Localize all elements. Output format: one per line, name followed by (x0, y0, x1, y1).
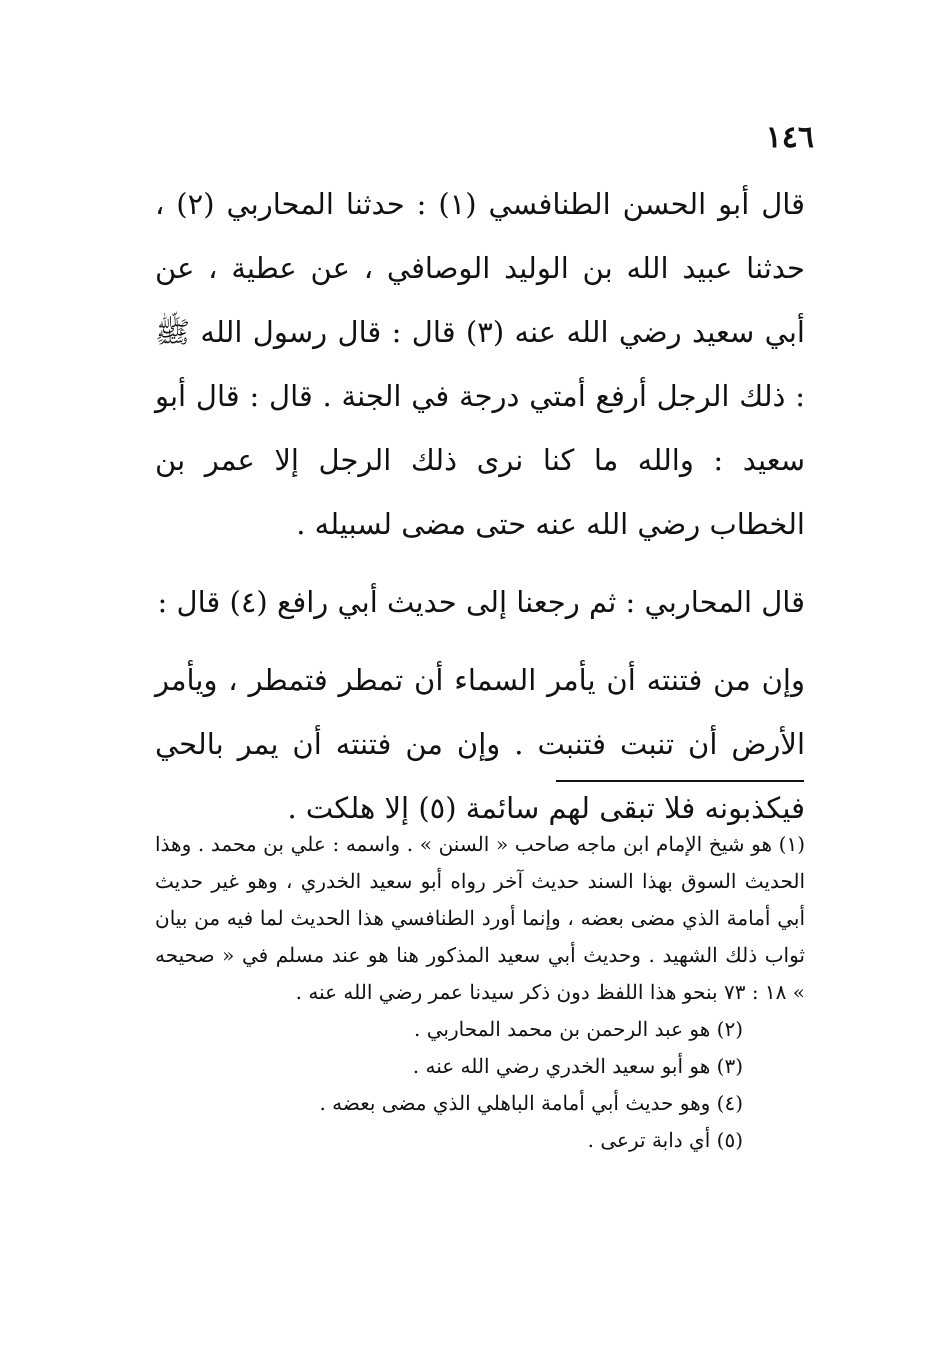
footnote-1: (١) هو شيخ الإمام ابن ماجه صاحب « السنن » . واسمه : علي بن محمد . وهذا الحديث السوق بهذا السند حديث آخر رواه أبو سعيد الخدري ، وهو غير حديث أبي أمامة الذي مضى بعضه ، وإنما أورد الطنافسي هذا الحديث لما فيه من بيان ثواب ذلك الشهيد . وحديث أبي سعيد المذكور هنا هو عند مسلم في « صحيحه » ١٨ : ٧٣ بنحو هذا اللفظ دون ذكر سيدنا عمر رضي الله عنه . (155, 832, 805, 1004)
paragraph-2: قال المحاربي : ثم رجعنا إلى حديث أبي رافع (٤) قال : (157, 585, 805, 619)
footnote-divider (556, 780, 804, 782)
paragraph-1: قال أبو الحسن الطنافسي (١) : حدثنا المحاربي (٢) ، حدثنا عبيد الله بن الوليد الوصافي ، عن عطية ، عن أبي سعيد رضي الله عنه (٣) قال : قال رسول الله ﷺ : ذلك الرجل أرفع أمتي درجة في الجنة . قال : قال أبو سعيد : والله ما كنا نرى ذلك الرجل إلا عمر بن الخطاب رضي الله عنه حتى مضى لسبيله . (155, 187, 805, 541)
footnote-4: (٤) وهو حديث أبي أمامة الباهلي الذي مضى بعضه . (319, 1091, 743, 1115)
paragraph-3: وإن من فتنته أن يأمر السماء أن تمطر فتمطر ، ويأمر الأرض أن تنبت فتنبت . وإن من فتنته أن يمر بالحي فيكذبونه فلا تبقى لهم سائمة (٥) إلا هلكت . (155, 663, 805, 825)
footnote-2: (٢) هو عبد الرحمن بن محمد المحاربي . (414, 1017, 743, 1041)
footnotes (155, 826, 805, 1159)
footnote-5: (٥) أي دابة ترعى . (587, 1128, 743, 1152)
main-text (155, 172, 805, 840)
footnote-3: (٣) هو أبو سعيد الخدري رضي الله عنه . (412, 1054, 743, 1078)
page-number: ١٤٦ (765, 120, 814, 155)
